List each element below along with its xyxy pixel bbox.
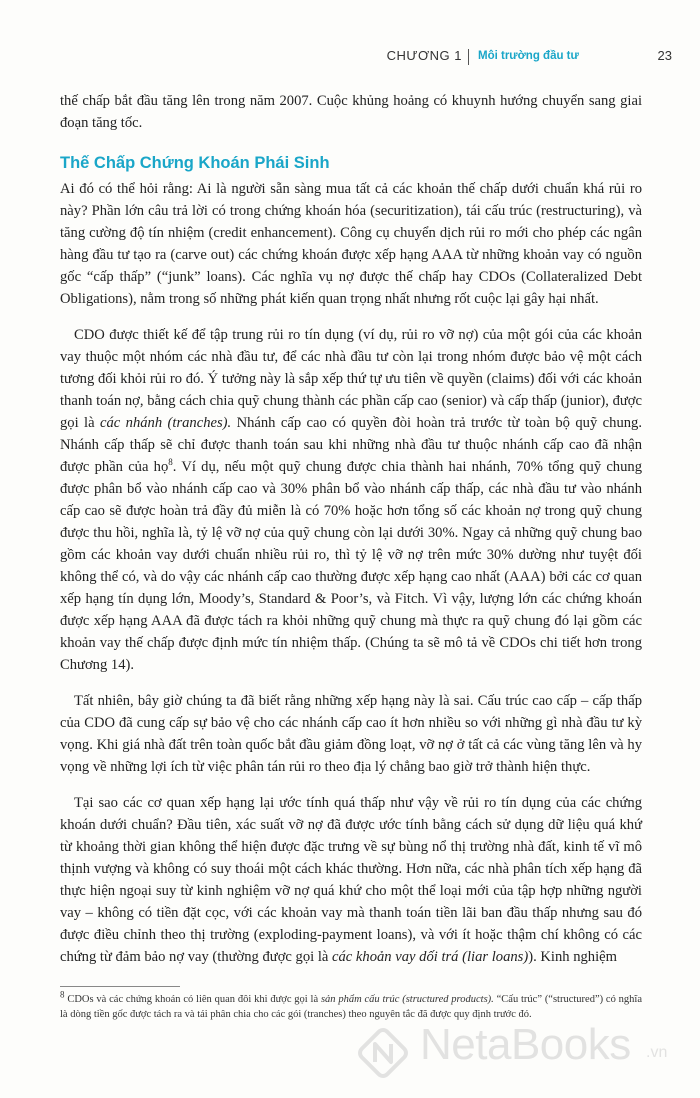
paragraph-2-italic: các nhánh (tranches).: [100, 415, 232, 431]
footnote-italic: sản phẩm cấu trúc (structured products).: [320, 994, 494, 1005]
section-heading: Thế Chấp Chứng Khoán Phái Sinh: [60, 154, 330, 172]
footnote-mark: 8: [60, 989, 65, 1000]
paragraph-1: Ai đó có thể hỏi rằng: Ai là người sẵn sàng mua tất cả các khoản thế chấp dưới chuẩn khá rủi ro này? Phần lớn câu trả lời có trong chứng khoán hóa (securitization), tái cấu trúc (restructuring), và tăng cường độ tín nhiệm (credit enhancement). Công cụ chuyển dịch rủi ro mới cho phép các ngân hàng đầu tư tạo ra (carve out) các chứng khoán được xếp hạng AAA từ những khoản vay có nguồn gốc “cấp thấp” (“junk” loans). Các nghĩa vụ nợ được thế chấp hay CDOs (Collateralized Debt Obligations), nằm trong số những phát kiến quan trọng nhất nhưng rốt cuộc lại gây hại nhất.: [60, 181, 642, 307]
intro-paragraph: thế chấp bắt đầu tăng lên trong năm 2007. Cuộc khủng hoảng có khuynh hướng chuyển sang giai đoạn tăng tốc.: [60, 93, 642, 131]
paragraph-4: [60, 792, 642, 968]
paragraph-3: Tất nhiên, bây giờ chúng ta đã biết rằng những xếp hạng này là sai. Cấu trúc cao cấp – cấp thấp của CDO đã cung cấp sự bảo vệ cho các nhánh cấp cao ít hơn nhiều so với những gì nhà đầu tư kỳ vọng. Khi giá nhà đất trên toàn quốc bắt đầu giảm đồng loạt, vỡ nợ ở tất cả các vùng tăng lên và hy vọng về những lợi ích từ việc phân tán rủi ro theo địa lý chẳng bao giờ trở thành hiện thực.: [60, 693, 642, 775]
paragraph-2-text-c: . Ví dụ, nếu một quỹ chung được chia thành hai nhánh, 70% tổng quỹ chung được phân bổ vào nhánh cấp cao và 30% phân bổ vào nhánh cấp thấp, các nhà đầu tư vào nhánh cấp cao sẽ được hoàn trả đầy đủ miễn là có 70% hoặc hơn tổng số các khoản nợ trong quỹ chung được thu hồi, nghĩa là, tỷ lệ vỡ nợ của quỹ chung còn lại dưới 30%. Ngay cả những quỹ chung bao gồm các khoản vay dưới chuẩn nhiều rủi ro, thì tỷ lệ vỡ nợ trên mức 30% dường như tuyệt đối không thể có, và do vậy các nhánh cấp cao thường được xếp hạng cao nhất (AAA) bởi các cơ quan xếp hạng tín dụng lớn, Moody’s, Standard & Poor’s, và Fitch. Vì vậy, lượng lớn các chứng khoán được xếp hạng AAA đã được tách ra khỏi những quỹ chung mà thực ra quỹ chung đó lại gồm các khoản vay thế chấp được định mức tín nhiệm thấp. (Chúng ta sẽ mô tả về CDOs chi tiết hơn trong Chương 14).: [60, 459, 642, 673]
paragraph-4-text-a: Tại sao các cơ quan xếp hạng lại ước tính quá thấp như vậy về rủi ro tín dụng của các chứng khoán dưới chuẩn? Đầu tiên, xác suất vỡ nợ đã được ước tính bằng cách sử dụng dữ liệu quá khứ từ khoảng thời gian không thể hiện được đặc trưng về sự bùng nổ thị trường nhà đất, kinh tế vĩ mô thịnh vượng và không có suy thoái một cách khác thường. Hơn nữa, các nhà phân tích xếp hạng đã thực hiện ngoại suy từ kinh nghiệm vỡ nợ quá khứ cho một thể loại mới của tập hợp những người vay – không có tiền đặt cọc, với các khoản vay mà thanh toán tiền lãi ban đầu thấp nhưng sau đó được điều chỉnh theo thị trường (exploding-payment loans), và với ít hoặc thậm chí không có các chứng từ đảm bảo nợ vay (thường được gọi là: [60, 795, 642, 965]
paragraph-4-text-b: ). Kinh nghiệm: [528, 949, 617, 965]
watermark-brand: NetaBooks: [420, 1020, 631, 1069]
footnote-text-b: “Cấu trúc” (“structured”) có nghĩa là dòng tiền gốc được tách ra và tái phân chia cho các gói (tranches) theo nguyên tắc đã được quy định trước đó.: [60, 994, 642, 1020]
section-label: Môi trường đầu tư: [478, 50, 579, 62]
neta-logo-icon: [356, 1026, 410, 1080]
watermark: [356, 1020, 686, 1084]
paragraph-4-italic: các khoản vay dối trá (liar loans): [332, 949, 529, 965]
paragraph-2-text-a: CDO được thiết kế để tập trung rủi ro tín dụng (ví dụ, rủi ro vỡ nợ) của một gói của các khoản vay thuộc một nhóm các nhà đầu tư, để các nhà đầu tư còn lại trong nhóm được bảo vệ một cách tương đối khỏi rủi ro đó. Ý tưởng này là sắp xếp thứ tự ưu tiên về quyền (claims) đối với các khoản thanh toán nợ, bằng cách chia quỹ chung thành các phần cấp cao (senior) và cấp thấp (junior), được gọi là: [60, 327, 642, 431]
footnote-text-a: CDOs và các chứng khoán có liên quan đôi khi được gọi là: [64, 994, 321, 1005]
paragraph-2-text-b: Nhánh cấp cao có quyền đòi hoàn trả trước từ toàn bộ quỹ chung. Nhánh cấp thấp sẽ chỉ được thanh toán sau khi những nhà đầu tư thuộc nhánh cấp cao đã nhận được phần của họ: [60, 415, 642, 475]
chapter-label: CHƯƠNG 1: [386, 48, 462, 63]
paragraph-2: [60, 324, 642, 676]
page-header: [0, 48, 700, 70]
page-number: 23: [657, 48, 672, 63]
watermark-suffix: .vn: [646, 1044, 668, 1061]
footnote: [60, 989, 642, 1022]
header-divider: [468, 49, 469, 65]
footnote-rule: [60, 986, 180, 987]
footnote-reference: 8: [168, 457, 173, 468]
page-content: [60, 90, 642, 982]
